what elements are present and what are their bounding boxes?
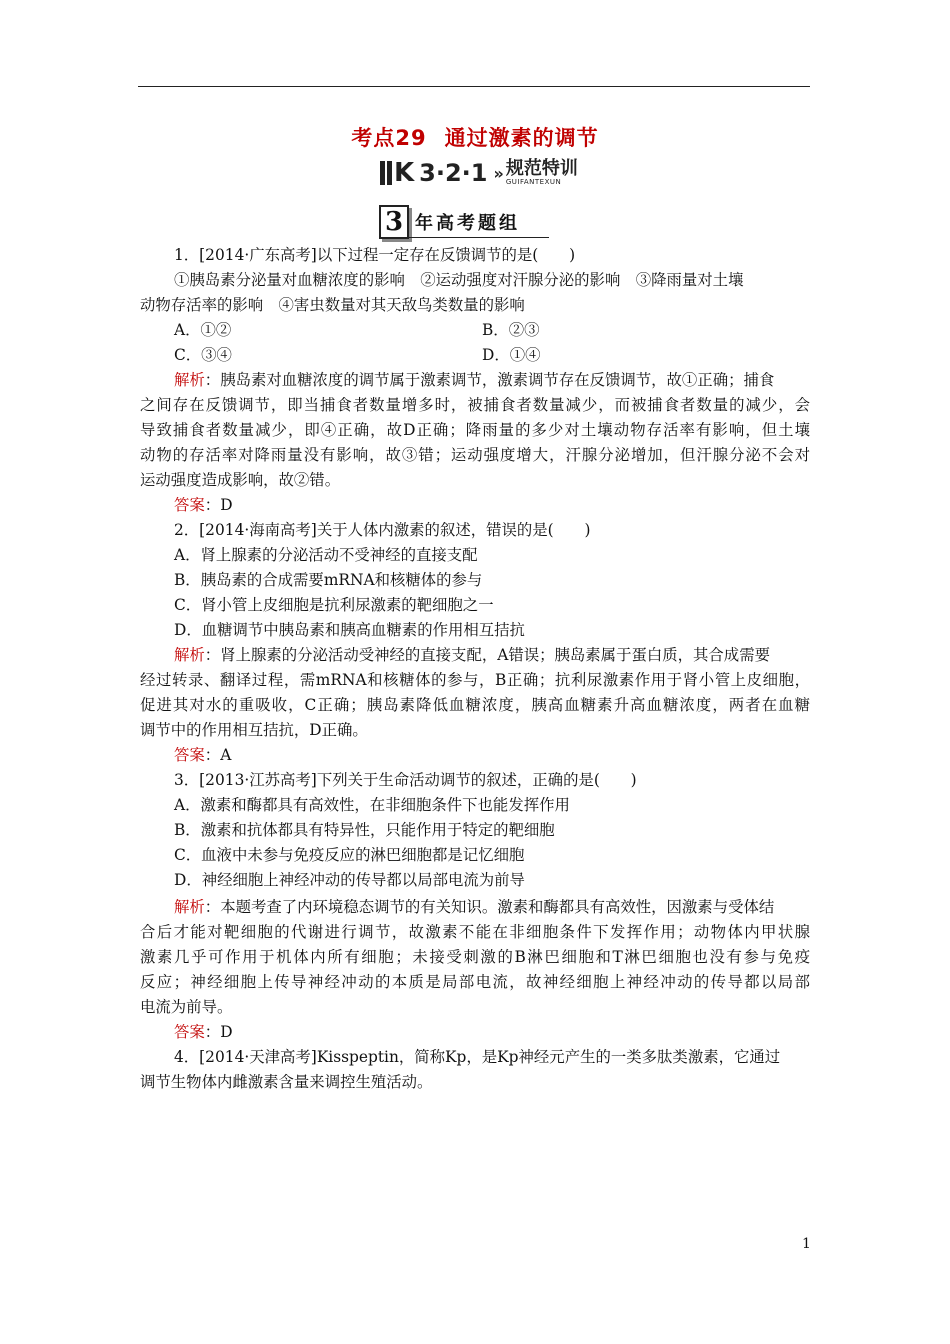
q3-answer: [174, 1020, 233, 1045]
q3-answer-value: ：D: [204, 1023, 233, 1041]
q1-option-a: A．①②: [174, 321, 232, 339]
brand-numbers: 3·2·1: [419, 159, 488, 187]
q4-line2: 调节生物体内雌激素含量来调控生殖活动。: [140, 1073, 433, 1091]
q2-analysis-line4: 调节中的作用相互拮抗，D正确。: [140, 721, 368, 739]
q1-analysis-line5: 运动强度造成影响，故②错。: [140, 471, 341, 489]
q3-stem: 3．[2013·江苏高考]下列关于生命活动调节的叙述，正确的是( ): [174, 771, 637, 789]
q2-analysis-line2: 经过转录、翻译过程，需mRNA和核糖体的参与，B正确；抗利尿激素作用于肾小管上皮细胞，: [140, 671, 810, 689]
q3-answer-label: 答案: [174, 1023, 205, 1041]
q1-option-b: B．②③: [482, 321, 540, 339]
section-number-badge: 3: [379, 205, 409, 239]
q1-answer: [174, 493, 233, 518]
brand-bars-icon: K: [380, 161, 414, 185]
brand-arrow: »: [493, 163, 504, 183]
q1-analysis-text1: ：胰岛素对血糖浓度的调节属于激素调节，激素调节存在反馈调节，故①正确；捕食: [204, 371, 775, 389]
q2-analysis-label: 解析: [174, 646, 205, 664]
q1-analysis-line1: [174, 368, 774, 393]
q1-items-line1: ①胰岛素分泌量对血糖浓度的影响 ②运动强度对汗腺分泌的影响 ③降雨量对土壤: [174, 271, 744, 289]
q2-answer-label: 答案: [174, 746, 205, 764]
q3-analysis-line5: 电流为前导。: [140, 998, 233, 1016]
q3-analysis-line1: [174, 895, 774, 920]
q2-option-c: C．肾小管上皮细胞是抗利尿激素的靶细胞之一: [174, 596, 494, 614]
q3-analysis-line3: 激素几乎可作用于机体内所有细胞；未接受刺激的B淋巴细胞和T淋巴细胞也没有参与免疫: [140, 948, 810, 966]
q1-items-line2: 动物存活率的影响 ④害虫数量对其天敌鸟类数量的影响: [140, 296, 525, 314]
header-rule: [138, 86, 810, 87]
q1-analysis-label: 解析: [174, 371, 205, 389]
q4-line1: 4．[2014·天津高考]Kisspeptin，简称Kp，是Kp神经元产生的一类多肽类激素，它通过: [174, 1048, 781, 1066]
q3-analysis-label: 解析: [174, 898, 205, 916]
q2-option-a: A．肾上腺素的分泌活动不受神经的直接支配: [174, 546, 478, 564]
q3-analysis-text1: ：本题考查了内环境稳态调节的有关知识。激素和酶都具有高效性，因激素与受体结: [204, 898, 775, 916]
q2-answer-value: ：A: [204, 746, 232, 764]
q2-option-b: B．胰岛素的合成需要mRNA和核糖体的参与: [174, 571, 483, 589]
q3-analysis-line2: 合后才能对靶细胞的代谢进行调节，故激素不能在非细胞条件下发挥作用；动物体内甲状腺: [140, 923, 810, 941]
q2-analysis-text1: ：肾上腺素的分泌活动受神经的直接支配，A错误；胰岛素属于蛋白质，其合成需要: [204, 646, 770, 664]
brand-pinyin: GUIFANTEXUN: [505, 178, 562, 186]
q1-analysis-line2: 之间存在反馈调节，即当捕食者数量增多时，被捕食者数量减少，而被捕食者数量的减少，会: [140, 396, 810, 414]
q1-option-d: D．①④: [482, 346, 541, 364]
q2-analysis-line3: 促进其对水的重吸收，C正确；胰岛素降低血糖浓度，胰高血糖素升高血糖浓度，两者在血糖: [140, 696, 810, 714]
q1-stem: 1．[2014·广东高考]以下过程一定存在反馈调节的是( ): [174, 246, 576, 264]
q3-option-a: A．激素和酶都具有高效性，在非细胞条件下也能发挥作用: [174, 796, 570, 814]
q1-analysis-line3: 导致捕食者数量减少，即④正确，故D正确；降雨量的多少对土壤动物存活率有影响，但土壤: [140, 421, 810, 439]
q3-option-c: C．血液中未参与免疫反应的淋巴细胞都是记忆细胞: [174, 846, 525, 864]
brand-logo: [380, 158, 578, 188]
section-title: 年高考题组: [415, 213, 520, 234]
page-number: 1: [802, 1236, 811, 1252]
title-main: 通过激素的调节: [444, 126, 599, 150]
q1-answer-value: ：D: [204, 496, 233, 514]
q1-analysis-line4: 动物的存活率对降雨量没有影响，故③错；运动强度增大，汗腺分泌增加，但汗腺分泌不会对: [140, 446, 810, 464]
page-title: [0, 122, 950, 152]
q1-option-c: C．③④: [174, 346, 232, 364]
q2-analysis-line1: [174, 643, 770, 668]
q2-answer: [174, 743, 231, 768]
section-heading: [379, 205, 520, 239]
q2-option-d: D．血糖调节中胰岛素和胰高血糖素的作用相互拮抗: [174, 621, 525, 639]
title-prefix: 考点29: [351, 126, 427, 150]
q3-analysis-line4: 反应；神经细胞上传导神经冲动的本质是局部电流，故神经细胞上神经冲动的传导都以局部: [140, 973, 810, 991]
q3-option-d: D．神经细胞上神经冲动的传导都以局部电流为前导: [174, 871, 525, 889]
q2-stem: 2．[2014·海南高考]关于人体内激素的叙述，错误的是( ): [174, 521, 591, 539]
section-underline: [379, 237, 549, 238]
brand-name: 规范特训: [505, 158, 578, 179]
q1-answer-label: 答案: [174, 496, 205, 514]
q3-option-b: B．激素和抗体都具有特异性，只能作用于特定的靶细胞: [174, 821, 555, 839]
